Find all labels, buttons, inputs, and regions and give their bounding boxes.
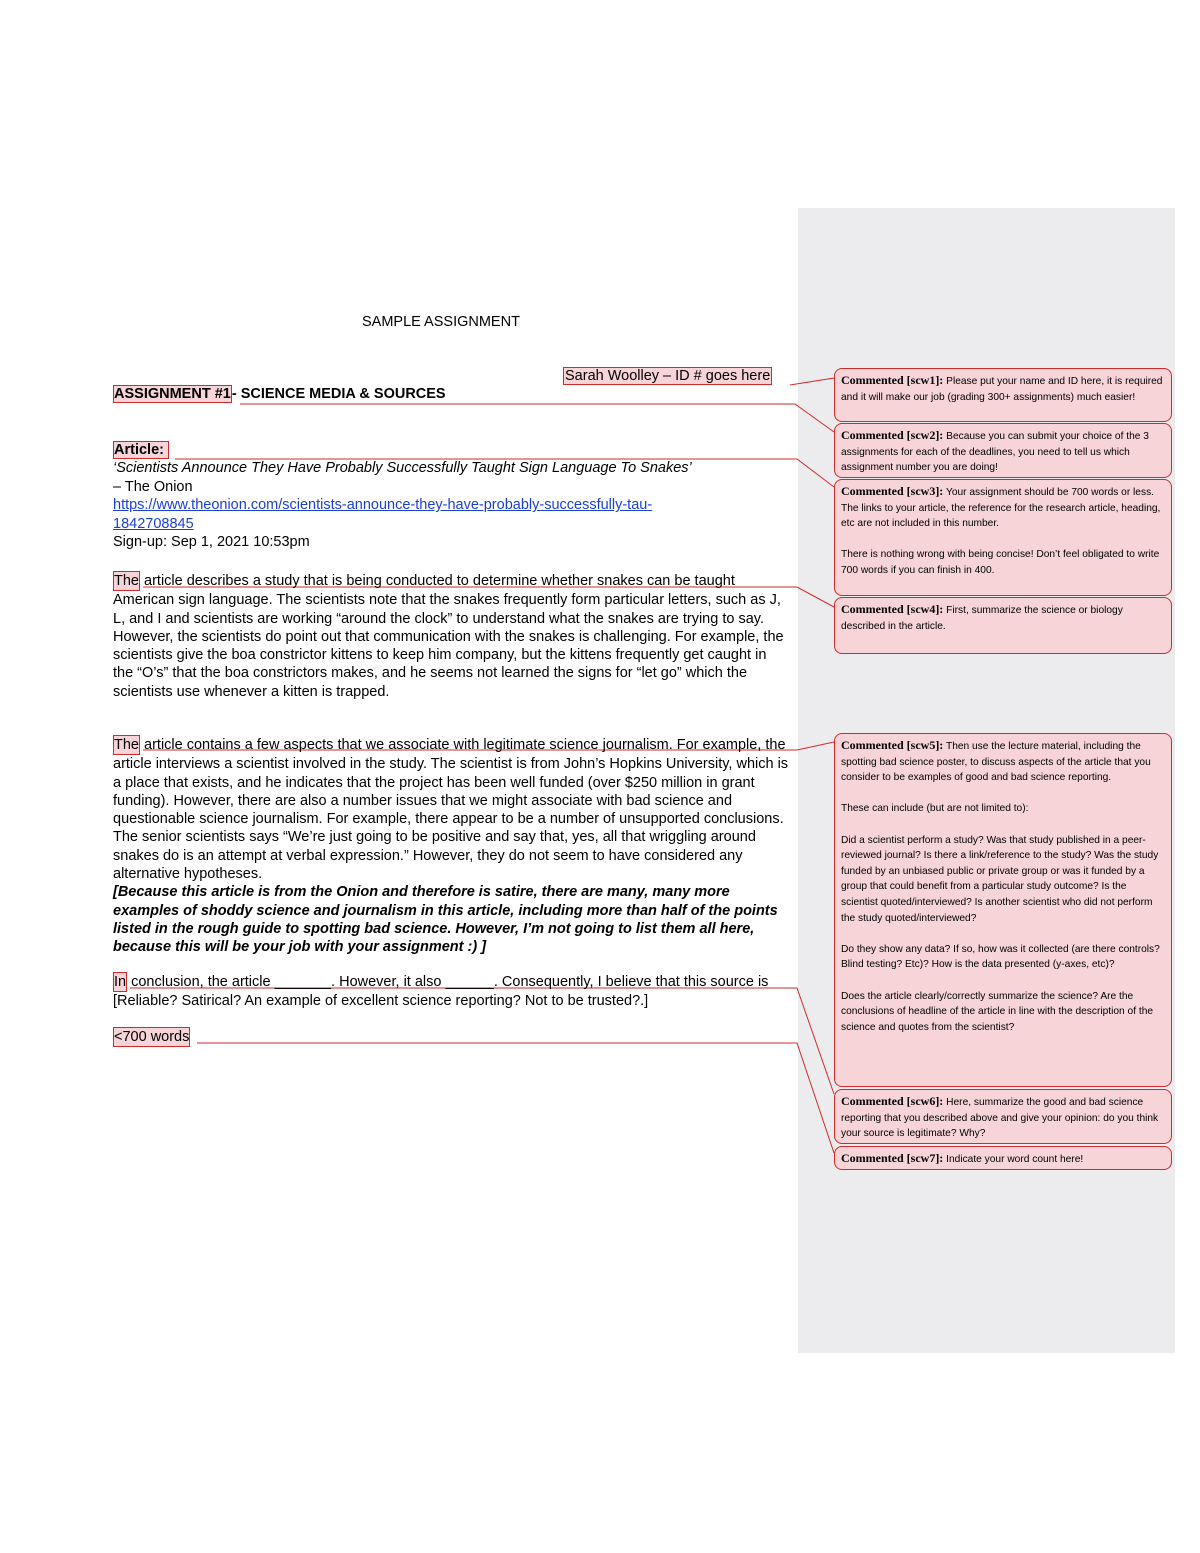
article-link[interactable]: https://www.theonion.com/scientists-announce-they-have-probably-successfully-tau- [113, 497, 653, 514]
comment-scw6[interactable] [834, 1089, 1172, 1144]
article-info-block [113, 441, 793, 551]
article-label[interactable]: Article: [113, 441, 169, 459]
assignment-heading-rest: - SCIENCE MEDIA & SOURCES [231, 386, 446, 402]
comment-text: Because you can submit your choice of the 3 assignments for each of the deadlines, you need to tell us which assignment number you are doing! [841, 431, 1149, 474]
comment-label: Commented [scw1]: [841, 373, 944, 387]
article-source: – The Onion [113, 478, 193, 495]
comment-label: Commented [scw5]: [841, 738, 944, 752]
comment-scw4[interactable] [834, 597, 1172, 654]
comment-scw2[interactable] [834, 423, 1172, 478]
comment-text: Does the article clearly/correctly summarize the science? Are the conclusions of headline of the article in line with the description of the science and quotes from the scientist? [841, 990, 1154, 1033]
comment-text: These can include (but are not limited to): [841, 803, 1029, 815]
assignment-heading [113, 386, 446, 402]
comment-scw7[interactable] [834, 1146, 1172, 1170]
article-link-continued[interactable]: 1842708845 [113, 515, 194, 532]
conclusion-paragraph-text: conclusion, the article _______. However, it also ______. Consequently, I believe that this source is [Reliable? Satirical? An example of excellent science reporting? Not to be trusted?.] [113, 974, 769, 1010]
comment-anchor-scw7[interactable]: <700 words [113, 1027, 190, 1047]
comment-text: Do they show any data? If so, how was it collected (are there controls? Blind testing? Etc)? How is the data presented (y-axes, etc)? [841, 943, 1160, 971]
conclusion-paragraph [113, 972, 789, 1011]
comment-text: Indicate your word count here! [946, 1154, 1084, 1165]
satire-note: [Because this article is from the Onion and therefore is satire, there are many, many more examples of shoddy science and journalism in this article, including more than half of the points listed in the rough guide to spotting bad science. However, I’m not going to list them all here, because this will be your job with your assignment :) ] [113, 884, 778, 956]
comment-scw5[interactable] [834, 733, 1172, 1087]
comment-text: Your assignment should be 700 words or less. The links to your article, the reference for the research article, heading, etc are not included in this number. [841, 487, 1161, 530]
comment-anchor-scw4[interactable]: The [113, 571, 140, 591]
comment-scw3[interactable] [834, 479, 1172, 596]
summary-paragraph-text: article describes a study that is being conducted to determine whether snakes can be taught American sign language. The scientists note that the snakes frequently form particular letters, such as J, L, and I and scientists are working “around the clock” to understand what the snakes are trying to say. However, the scientists do point out that communication with the snakes is challenging. For example, the scientists give the boa constrictor kittens to keep him company, but the kittens frequently get caught in the “O’s” that the boa constrictors makes, and he seems not learned the signs for “let go” which the scientists use whenever a kitten is trapped. [113, 573, 784, 700]
assignment-number[interactable]: ASSIGNMENT #1 [114, 386, 231, 402]
signup-date: Sign-up: Sep 1, 2021 10:53pm [113, 534, 310, 551]
comment-label: Commented [scw3]: [841, 484, 944, 498]
comment-scw1[interactable] [834, 368, 1172, 422]
analysis-paragraph-text: article contains a few aspects that we associate with legitimate science journalism. For example, the article interviews a scientist involved in the study. The scientist is from John’s Hopkins University, which is a place that exists, and he indicates that the project has been well funded (over $250 million in grant funding). However, there are also a number issues that we might associate with bad science and questionable science journalism. For example, there appear to be a number of unsupported conclusions. The senior scientists says “We’re just going to be positive and say that, yes, all that wriggling around snakes do is an attempt at verbal expression.” However, they do not seem to have considered any alternative hypotheses. [113, 737, 789, 883]
comment-text: First, summarize the science or biology described in the article. [841, 605, 1123, 632]
student-name-id-line[interactable]: Sarah Woolley – ID # goes here [565, 368, 771, 384]
comment-text: Here, summarize the good and bad science reporting that you described above and give your opinion: do you think your source is legitimate? Why? [841, 1097, 1159, 1140]
comment-text: Please put your name and ID here, it is required and it will make our job (grading 300+ assignments) much easier! [841, 376, 1163, 403]
comment-text: There is nothing wrong with being concise! Don’t feel obligated to write 700 words if you can finish in 400. [841, 549, 1160, 576]
comment-label: Commented [scw4]: [841, 602, 944, 616]
comment-label: Commented [scw2]: [841, 428, 944, 442]
article-title: ‘Scientists Announce They Have Probably Successfully Taught Sign Language To Snakes’ [113, 460, 692, 477]
comment-label: Commented [scw6]: [841, 1094, 944, 1108]
document-title: SAMPLE ASSIGNMENT [362, 314, 520, 330]
comment-anchor-scw6[interactable]: In [113, 972, 127, 992]
comment-text: Did a scientist perform a study? Was that study published in a peer-reviewed journal? Is there a link/reference to the study? Was the study funded by an unbiased public or private group or was it funded by a group that could benefit from a particular study outcome? Is the scientist quoted/interviewed? Is another scientist who did not perform the study quoted/interviewed? [841, 834, 1159, 924]
analysis-paragraph [113, 735, 789, 957]
summary-paragraph [113, 571, 789, 701]
comment-label: Commented [scw7]: [841, 1151, 944, 1165]
comment-text: Then use the lecture material, including the spotting bad science poster, to discuss aspects of the article that you consider to be examples of good and bad science reporting. [841, 741, 1151, 784]
comment-anchor-scw5[interactable]: The [113, 735, 140, 755]
word-count-line [113, 1027, 789, 1047]
